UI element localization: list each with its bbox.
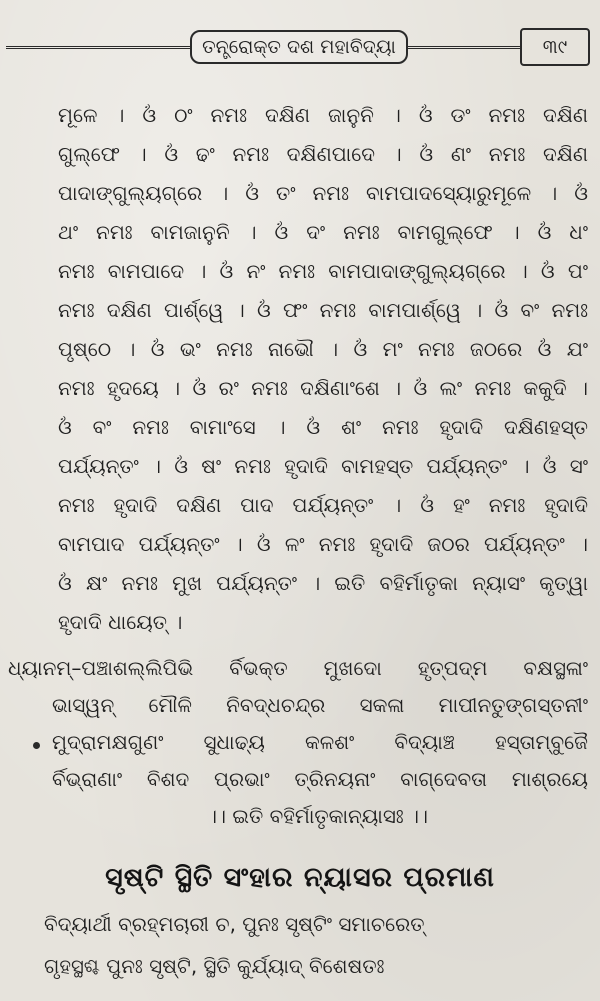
verse-line: ଧ୍ୟାନମ୍–ପଞ୍ଚାଶଲ୍ଲିପିଭି ର୍ବିଭକ୍ତ ମୁଖଦୋ ହୃତ୍‌ପଦ୍ମ ବକ୍ଷସ୍ଥଳାଂ — [8, 656, 588, 680]
verse-line: ବିଦ୍ୟାର୍ଥୀ ବ୍ରହ୍ମଚାରୀ ଚ, ପୁନଃ ସୃଷ୍ଟିଂ ସମାଚରେତ୍ — [44, 912, 425, 936]
text-line: ମୂଳେ । ଓଁ ଠଂ ନମଃ ଦକ୍ଷିଣ ଜାନୁନି । ଓଁ ଡଂ ନମଃ ଦକ୍ଷିଣ — [58, 103, 588, 127]
verse-line: ଗୃହସ୍ଥଶ୍ଚ ପୁନଃ ସୃଷ୍ଟି, ସ୍ଥିତି କୁର୍ଯ୍ୟାଦ୍ ବିଶେଷତଃ — [44, 954, 385, 978]
page-number: ୩୯ — [520, 28, 590, 66]
text-line: ଓଁ କ୍ଷଂ ନମଃ ମୁଖ ପର୍ଯ୍ୟନ୍ତଂ । ଇତି ବହିର୍ମାତୃକା ନ୍ୟାସଂ କୃତ୍ୱା — [58, 571, 588, 595]
running-title: ତନ୍ତ୍ରୋକ୍ତ ଦଶ ମହାବିଦ୍ୟା — [190, 30, 408, 64]
text-line: ନମଃ ହୃଦାଦି ଦକ୍ଷିଣ ପାଦ ପର୍ଯ୍ୟନ୍ତଂ । ଓଁ ହଂ ନମଃ ହୃଦାଦି — [58, 493, 588, 517]
verse-closing: ।। ଇତି ବହିର୍ମାତୃକାନ୍ୟାସଃ ।। — [207, 804, 429, 828]
header-rule-right — [408, 46, 520, 49]
dhyana-verse — [8, 650, 588, 835]
verse-line: ଭାସ୍ୱନ୍ ମୌଳି ନିବଦ୍ଧଚନ୍ଦ୍ର ସକଳା ମାପୀନତୁଙ୍ଗସ୍ତନୀଂ — [52, 693, 588, 717]
pramana-verse — [44, 903, 589, 987]
text-line: ନମଃ ହୃଦୟେ । ଓଁ ରଂ ନମଃ ଦକ୍ଷିଣାଂଶେ । ଓଁ ଲଂ ନମଃ କକୁଦି । — [58, 376, 588, 400]
text-line: ହୃଦାଦି ଧାୟେତ୍ । — [58, 610, 183, 634]
text-line: ପର୍ଯ୍ୟନ୍ତଂ । ଓଁ ଷଂ ନମଃ ହୃଦାଦି ବାମହସ୍ତ ପର୍ଯ୍ୟନ୍ତଂ । ଓଁ ସଂ — [58, 454, 588, 478]
text-line: ନମଃ ବାମପାଦେ । ଓଁ ନଂ ନମଃ ବାମପାଦାଙ୍ଗୁଲ୍ୟଗ୍ରେ । ଓଁ ପଂ — [58, 259, 588, 283]
text-line: ଓଁ ବଂ ନମଃ ବାମାଂସେ । ଓଁ ଶଂ ନମଃ ହୃଦାଦି ଦକ୍ଷିଣହସ୍ତ — [58, 415, 588, 439]
section-heading: ସୃଷ୍ଟି ସ୍ଥିତି ସଂହାର ନ୍ୟାସର ପ୍ରମାଣ — [105, 862, 495, 893]
verse-line: ର୍ବିଭ୍ରାଣାଂ ବିଶଦ ପ୍ରଭାଂ ତ୍ରିନୟନାଂ ବାଗ୍‌ଦେବତା ମାଶ୍ରୟେ — [52, 767, 588, 791]
text-line: ବାମପାଦ ପର୍ଯ୍ୟନ୍ତଂ । ଓଁ ଳଂ ନମଃ ହୃଦାଦି ଜଠର ପର୍ଯ୍ୟନ୍ତଂ । — [58, 532, 588, 556]
text-line: ପାଦାଙ୍ଗୁଲ୍ୟଗ୍ରେ । ଓଁ ତଂ ନମଃ ବାମପାଦସ୍ୟୋରୁମୂଳେ । ଓଁ — [58, 181, 588, 205]
verse-line: ମୁଦ୍ରାମକ୍ଷଗୁଣଂ ସୁଧାଢ୍ୟ କଳଶଂ ବିଦ୍ୟାଞ୍ଚ ହସ୍ତାମ୍ବୁଜୈ — [52, 730, 588, 754]
nyasa-paragraph — [58, 96, 588, 642]
header-rule-left — [6, 46, 192, 49]
text-line: ଥଂ ନମଃ ବାମଜାନୁନି । ଓଁ ଦଂ ନମଃ ବାମଗୁଲ୍‌ଫେ । ଓଁ ଧଂ — [58, 220, 588, 244]
text-line: ପୃଷ୍ଠେ । ଓଁ ଭଂ ନମଃ ନାଭୌ । ଓଁ ମଂ ନମଃ ଜଠରେ ଓଁ ଯଂ — [58, 337, 588, 361]
text-line: ନମଃ ଦକ୍ଷିଣ ପାର୍ଶ୍ୱେ । ଓଁ ଫଂ ନମଃ ବାମପାର୍ଶ୍ୱେ । ଓଁ ବଂ ନମଃ — [58, 298, 588, 322]
page-header — [0, 28, 600, 72]
text-line: ଗୁଲ୍‌ଫେ । ଓଁ ଢଂ ନମଃ ଦକ୍ଷିଣପାଦେ । ଓଁ ଣଂ ନମଃ ଦକ୍ଷିଣ — [58, 142, 588, 166]
